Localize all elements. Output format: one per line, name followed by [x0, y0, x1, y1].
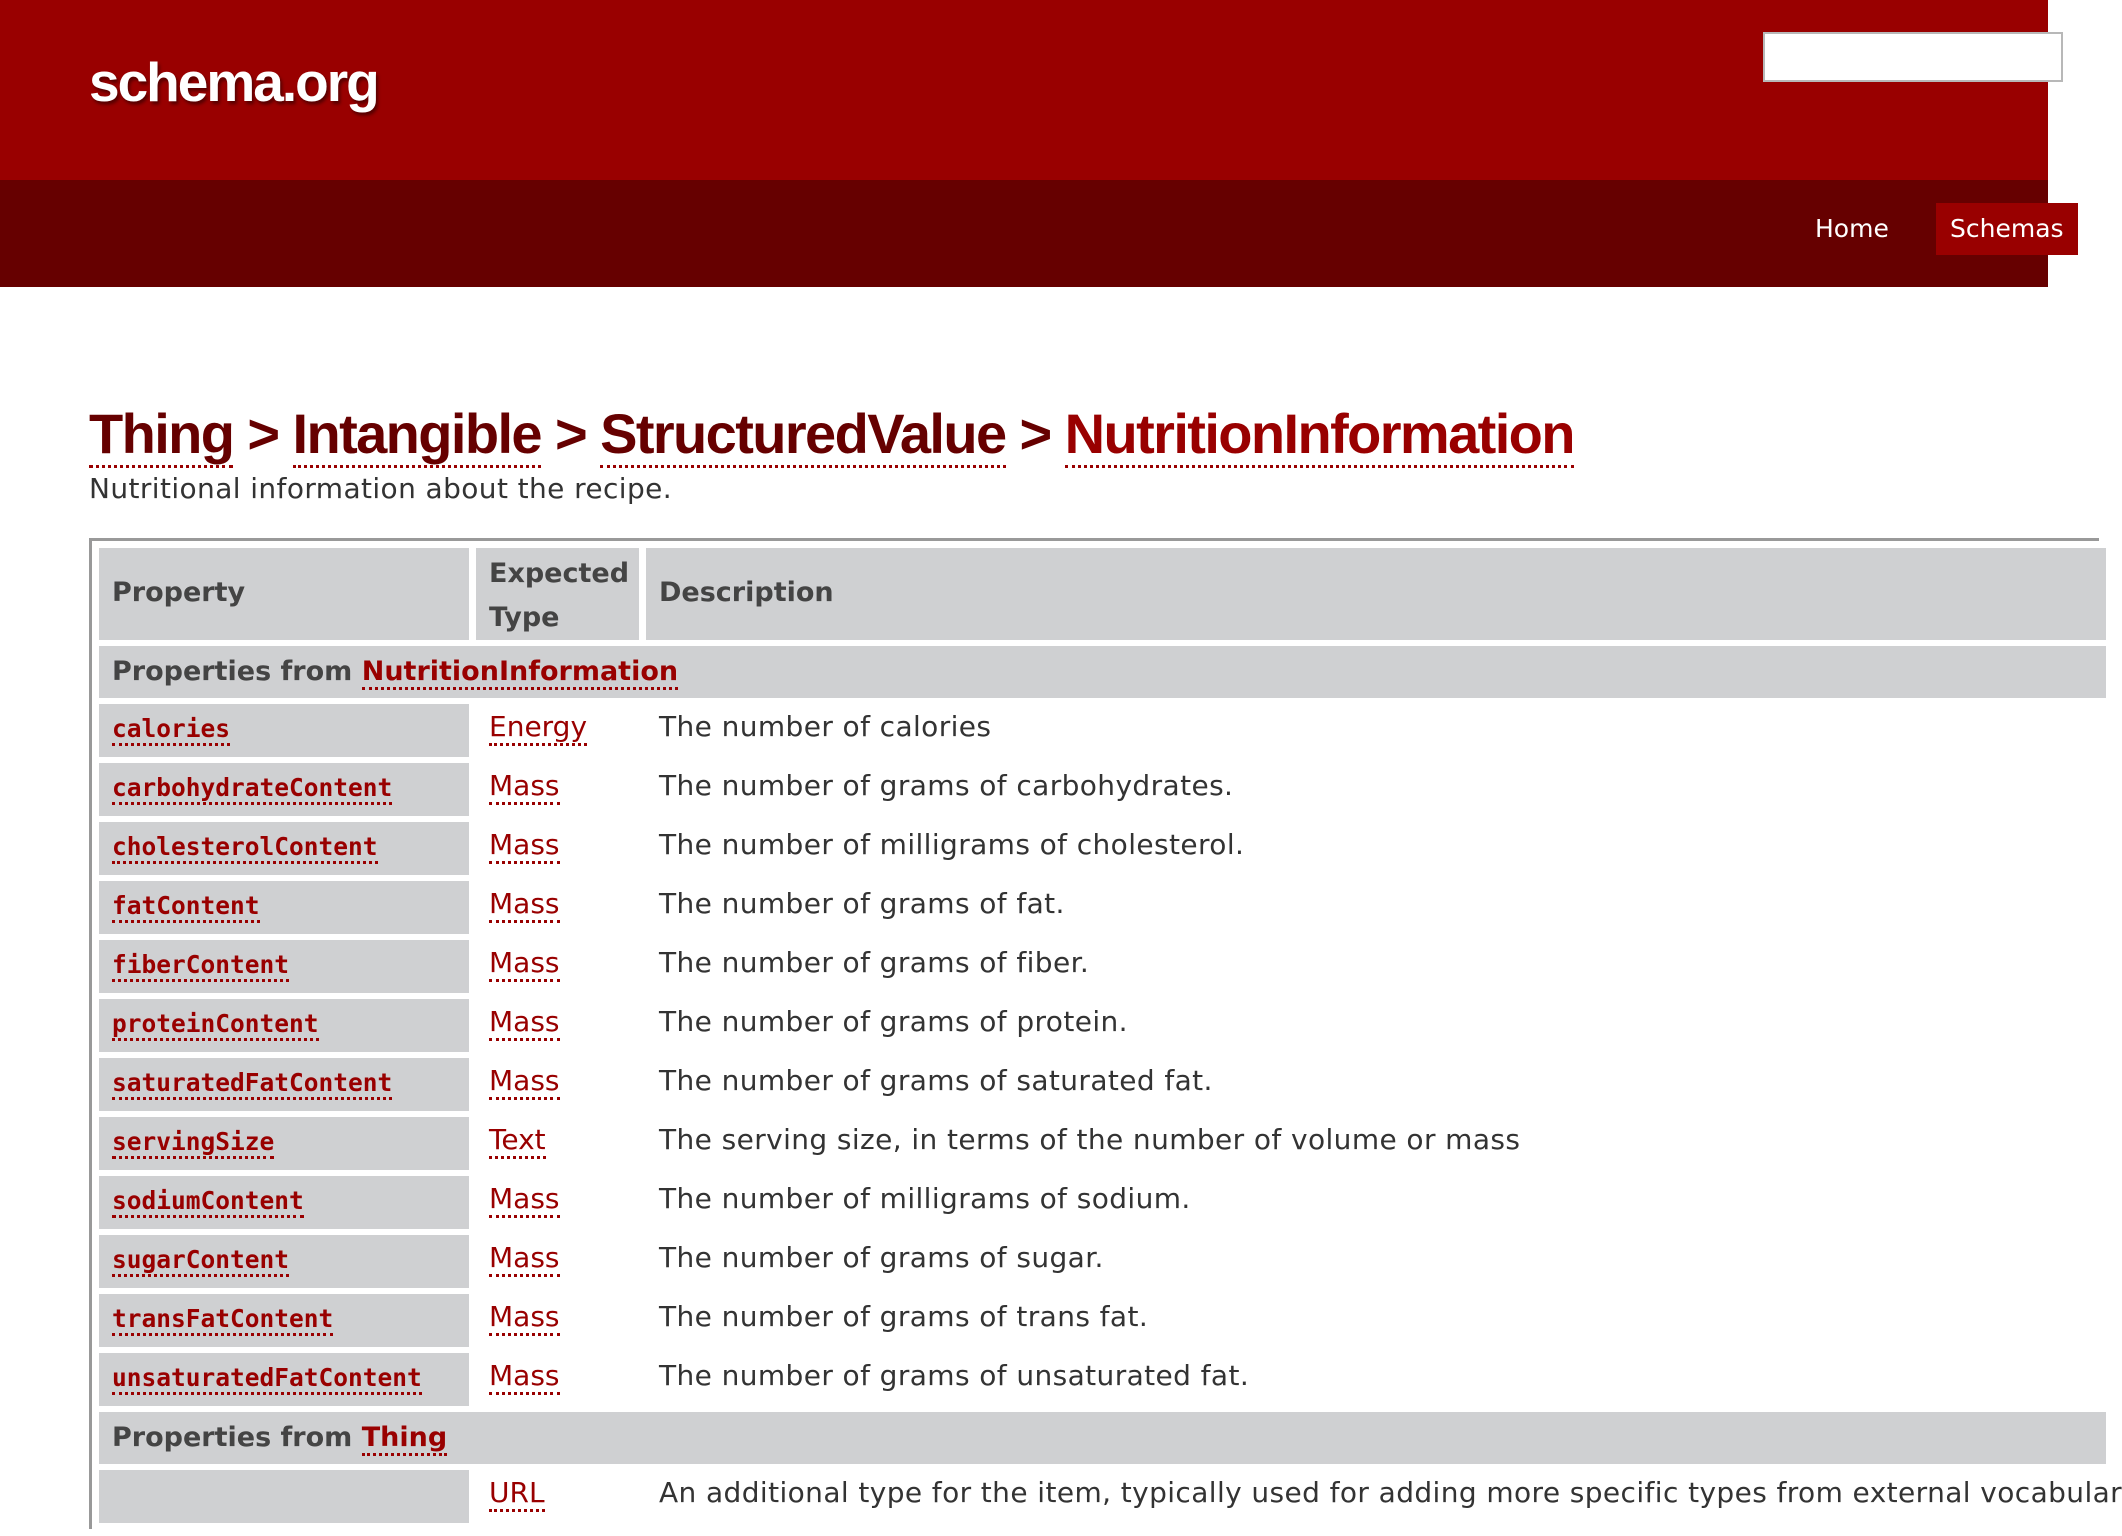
table-header-row	[99, 548, 2099, 640]
property-link[interactable]: carbohydrateContent	[112, 773, 392, 805]
table-row	[99, 1176, 2099, 1235]
property-link[interactable]: cholesterolContent	[112, 832, 378, 864]
breadcrumb-thing[interactable]: Thing	[89, 402, 233, 468]
description-cell: An additional type for the item, typically used for adding more specific types from external vocabular	[659, 1476, 2122, 1509]
property-link[interactable]: sugarContent	[112, 1245, 289, 1277]
breadcrumb-nutritioninformation[interactable]: NutritionInformation	[1065, 402, 1574, 468]
definition-table	[89, 538, 2122, 1529]
table-row	[99, 940, 2099, 999]
description-cell: The number of milligrams of sodium.	[659, 1182, 1191, 1215]
description-cell: The number of grams of protein.	[659, 1005, 1128, 1038]
expected-type-cell	[476, 940, 639, 979]
expected-type-link[interactable]: Energy	[489, 710, 587, 746]
search-input[interactable]	[1763, 32, 2063, 82]
property-link[interactable]: saturatedFatContent	[112, 1068, 392, 1100]
breadcrumb	[89, 398, 1574, 470]
description-cell: The number of grams of carbohydrates.	[659, 769, 1234, 802]
property-cell	[99, 1470, 469, 1523]
property-link[interactable]: calories	[112, 714, 230, 746]
description-cell: The number of grams of sugar.	[659, 1241, 1104, 1274]
property-cell	[99, 999, 469, 1052]
expected-type-cell	[476, 822, 639, 861]
section-prefix: Properties from	[112, 656, 353, 687]
expected-type-link[interactable]: Mass	[489, 1241, 560, 1277]
table-row	[99, 704, 2099, 763]
breadcrumb-structuredvalue[interactable]: StructuredValue	[600, 402, 1005, 468]
section-link-nutritioninformation[interactable]: NutritionInformation	[362, 656, 678, 690]
table-row	[99, 1117, 2099, 1176]
property-cell	[99, 940, 469, 993]
description-cell: The number of grams of unsaturated fat.	[659, 1359, 1250, 1392]
description-cell: The number of grams of fiber.	[659, 946, 1090, 979]
breadcrumb-intangible[interactable]: Intangible	[293, 402, 541, 468]
property-link[interactable]: sodiumContent	[112, 1186, 304, 1218]
expected-type-cell	[476, 1235, 639, 1274]
expected-type-link[interactable]: Text	[489, 1123, 546, 1159]
expected-type-cell	[476, 1117, 639, 1156]
table-row	[99, 822, 2099, 881]
nav-schemas-link[interactable]: Schemas	[1936, 203, 2078, 255]
header-expected-type-line2: Type	[489, 602, 560, 633]
breadcrumb-separator: >	[1019, 402, 1051, 465]
table-row	[99, 999, 2099, 1058]
expected-type-link[interactable]: Mass	[489, 1359, 560, 1395]
property-rows	[99, 704, 2099, 1412]
property-link[interactable]: fiberContent	[112, 950, 289, 982]
expected-type-cell	[476, 763, 639, 802]
table-row	[99, 763, 2099, 822]
description-cell: The number of calories	[659, 710, 992, 743]
header-description: Description	[646, 548, 2106, 640]
header-expected-type-line1: Expected	[489, 558, 630, 589]
expected-type-link[interactable]: URL	[489, 1476, 545, 1512]
section-header-nutritioninformation	[99, 646, 2106, 698]
property-cell	[99, 1353, 469, 1406]
property-cell	[99, 763, 469, 816]
site-header	[0, 0, 2048, 180]
description-cell: The number of grams of saturated fat.	[659, 1064, 1213, 1097]
table-row	[99, 1353, 2099, 1412]
property-cell	[99, 822, 469, 875]
expected-type-link[interactable]: Mass	[489, 1300, 560, 1336]
expected-type-cell	[476, 704, 639, 743]
property-link[interactable]: proteinContent	[112, 1009, 319, 1041]
table-row	[99, 1470, 2122, 1529]
expected-type-link[interactable]: Mass	[489, 887, 560, 923]
breadcrumb-separator: >	[554, 402, 587, 465]
description-cell: The number of milligrams of cholesterol.	[659, 828, 1245, 861]
section-prefix: Properties from	[112, 1422, 353, 1453]
nav-bar	[0, 180, 2064, 287]
property-link[interactable]: fatContent	[112, 891, 260, 923]
expected-type-link[interactable]: Mass	[489, 769, 560, 805]
property-link[interactable]: servingSize	[112, 1127, 274, 1159]
property-cell	[99, 881, 469, 934]
table-row	[99, 881, 2099, 940]
expected-type-link[interactable]: Mass	[489, 1005, 560, 1041]
header-expected-type	[476, 548, 639, 640]
description-cell: The serving size, in terms of the number of volume or mass	[659, 1123, 1521, 1156]
breadcrumb-separator: >	[247, 402, 279, 465]
property-cell	[99, 1294, 469, 1347]
property-cell	[99, 1235, 469, 1288]
table-row	[99, 1058, 2099, 1117]
expected-type-cell	[476, 1058, 639, 1097]
expected-type-cell	[476, 1294, 639, 1333]
table-row	[99, 1294, 2099, 1353]
expected-type-link[interactable]: Mass	[489, 1182, 560, 1218]
expected-type-cell	[476, 1353, 639, 1392]
property-cell	[99, 1058, 469, 1111]
property-cell	[99, 704, 469, 757]
property-link[interactable]: unsaturatedFatContent	[112, 1363, 422, 1395]
expected-type-cell	[476, 1470, 639, 1509]
property-cell	[99, 1117, 469, 1170]
property-link[interactable]: transFatContent	[112, 1304, 333, 1336]
expected-type-cell	[476, 881, 639, 920]
section-link-thing[interactable]: Thing	[362, 1422, 447, 1456]
nav-home-link[interactable]: Home	[1815, 214, 1889, 243]
expected-type-link[interactable]: Mass	[489, 946, 560, 982]
expected-type-cell	[476, 1176, 639, 1215]
description-cell: The number of grams of trans fat.	[659, 1300, 1149, 1333]
section-header-thing	[99, 1412, 2106, 1464]
header-property: Property	[99, 548, 469, 640]
page-description: Nutritional information about the recipe.	[89, 472, 673, 505]
site-logo[interactable]: schema.org	[89, 51, 378, 113]
property-cell	[99, 1176, 469, 1229]
description-cell: The number of grams of fat.	[659, 887, 1065, 920]
table-row	[99, 1235, 2099, 1294]
expected-type-cell	[476, 999, 639, 1038]
expected-type-link[interactable]: Mass	[489, 1064, 560, 1100]
thing-property-rows	[99, 1470, 2122, 1529]
expected-type-link[interactable]: Mass	[489, 828, 560, 864]
